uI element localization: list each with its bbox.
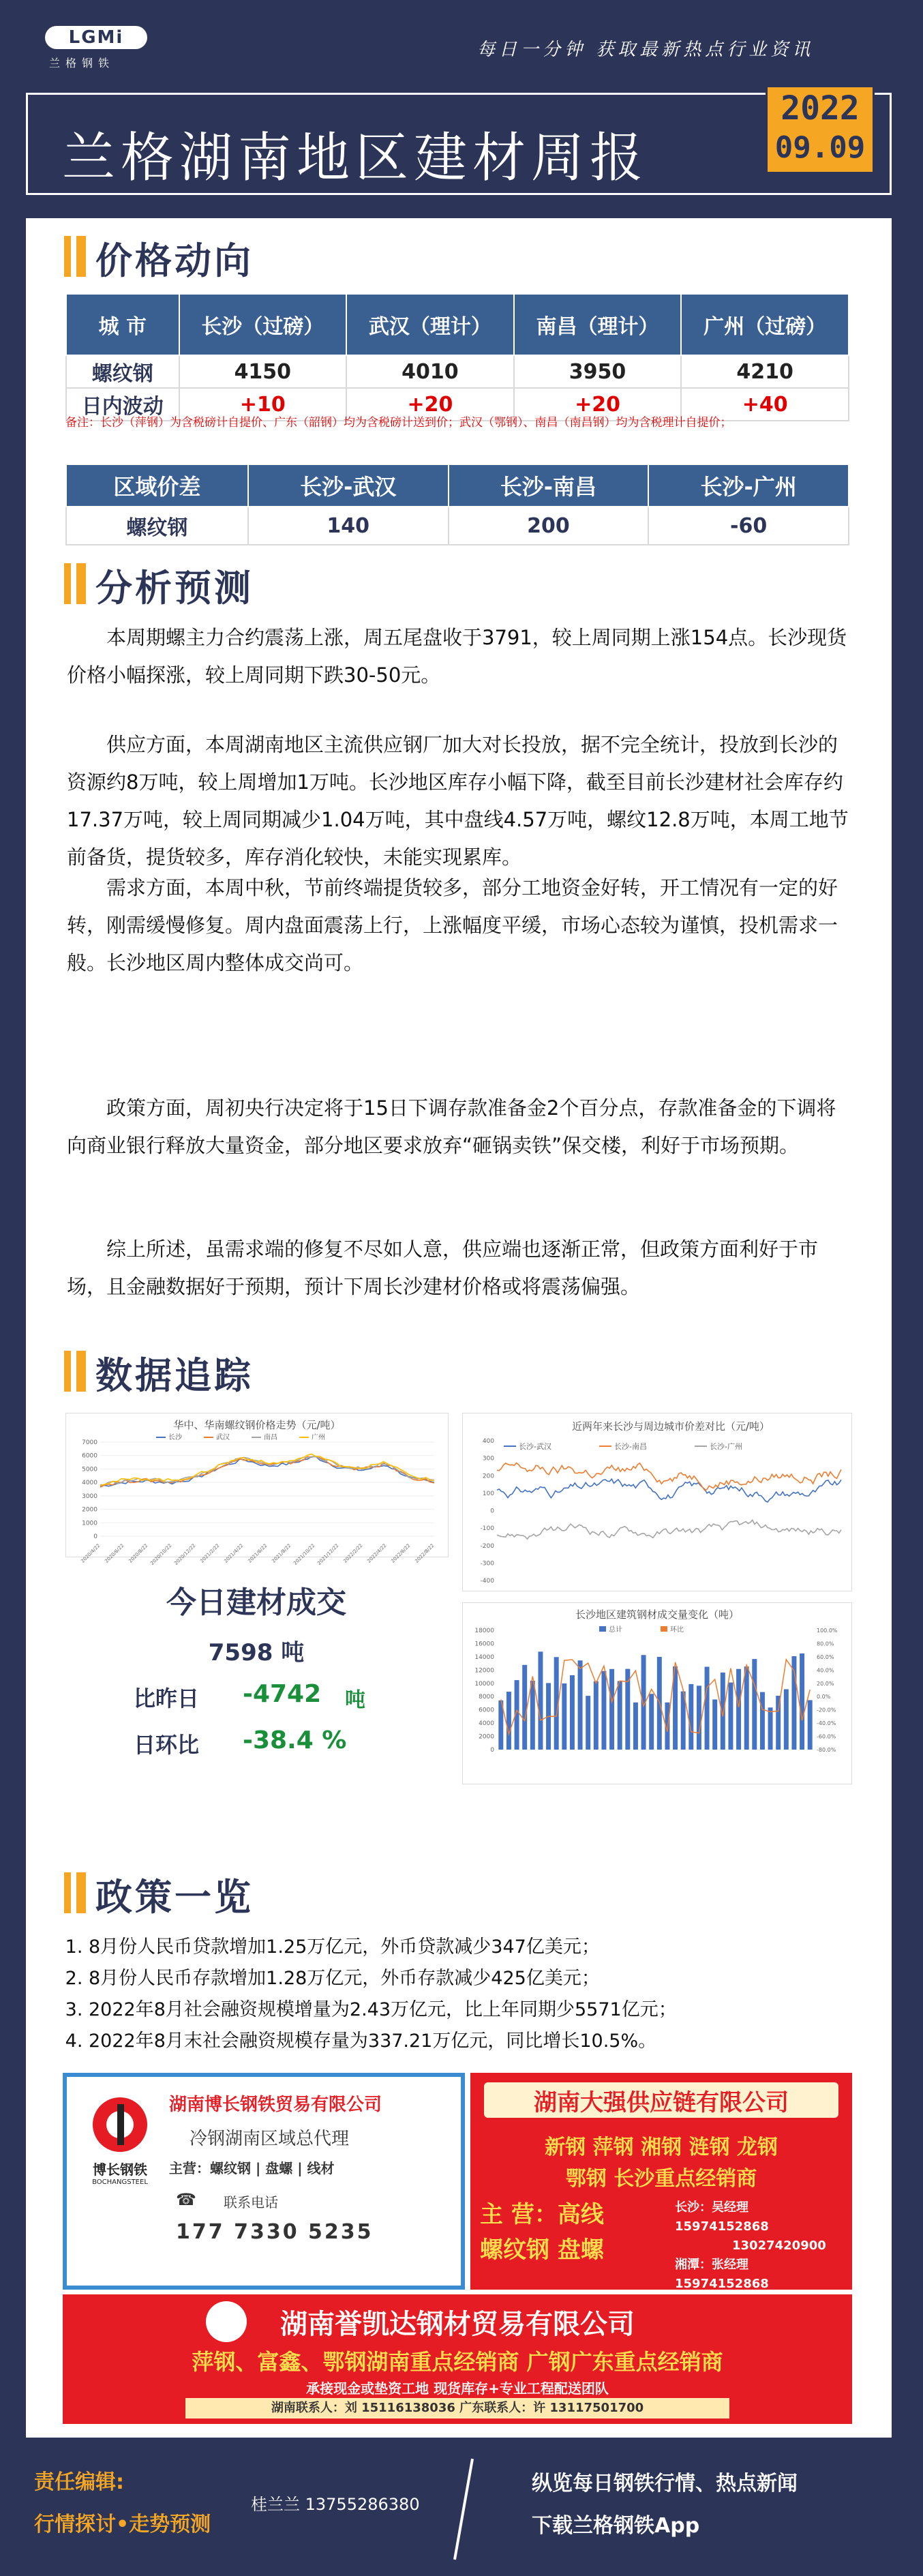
logo-mark: LGMi	[45, 26, 147, 49]
legend-label: 南昌	[264, 1434, 277, 1441]
table-row	[66, 355, 849, 388]
table-header-cell: 广州（过磅）	[681, 294, 849, 355]
y2-tick-label: -40.0%	[817, 1720, 836, 1727]
legend-label: 广州	[312, 1434, 325, 1441]
list-item: 1. 8月份人民币贷款增加1.25万亿元，外币贷款减少347亿美元；	[89, 1932, 845, 1963]
legend-swatch	[661, 1626, 667, 1632]
list-item: 4. 2022年8月末社会融资规模存量为337.21万亿元，同比增长10.5%。	[89, 2026, 845, 2057]
volume-bar	[538, 1651, 543, 1750]
ratio-value: -38.4 %	[243, 1726, 347, 1754]
volume-bar	[609, 1669, 614, 1750]
editor-name: 桂兰兰 13755286380	[251, 2495, 420, 2514]
table-header-cell: 武汉（理计）	[346, 294, 514, 355]
y2-tick-label: 0.0%	[817, 1694, 831, 1701]
table-cell: 3950	[514, 355, 682, 388]
y-tick-label: 10000	[474, 1680, 494, 1688]
y-tick-label: 0	[490, 1747, 494, 1754]
title-box	[26, 89, 892, 195]
table-cell: 200	[449, 507, 649, 545]
chart-title: 近两年来长沙与周边城市价差对比（元/吨）	[572, 1420, 770, 1433]
volume-bar	[760, 1692, 765, 1750]
price-trend-chart	[65, 1413, 449, 1566]
ad2-main2: 螺纹钢 盘螺	[480, 2236, 604, 2264]
volume-bar	[530, 1681, 535, 1750]
ad3-line2: 承接现金或垫资工地 现货库存+专业工程配送团队	[306, 2380, 609, 2397]
volume-bar	[633, 1703, 638, 1750]
y-tick-label: 2000	[82, 1506, 97, 1514]
price-trend-chart-svg	[66, 1413, 448, 1566]
date-badge	[766, 85, 875, 174]
legend-label: 长沙	[168, 1434, 182, 1441]
row-label: 日内波动	[66, 388, 179, 421]
x-tick-label: 2022/2/22	[342, 1542, 364, 1564]
table-header-cell: 长沙-武汉	[248, 464, 449, 507]
contact-row: 湘潭：张经理 15974152868	[675, 2258, 769, 2291]
volume-bar	[578, 1660, 583, 1750]
analysis-paragraph: 需求方面，本周中秋，节前终端提货较多，部分工地资金好转，开工情况有一定的好转，刚需缓慢修复。周内盘面震荡上行，上涨幅度平缓，市场心态较为谨慎，投机需求一般。长沙地区周内整体成交尚可。	[67, 876, 838, 974]
date-year: 2022	[781, 89, 860, 128]
y-tick-label: 5000	[82, 1466, 97, 1473]
volume-bar	[601, 1671, 606, 1750]
volume-bar	[736, 1669, 741, 1750]
trade-title: 今日建材成交	[166, 1585, 346, 1620]
x-tick-label: 2020/4/22	[80, 1542, 102, 1564]
price-diff-table	[65, 464, 849, 545]
y-tick-label: 1000	[82, 1520, 97, 1527]
policy-list	[61, 1932, 845, 2057]
logo	[41, 19, 157, 74]
y-tick-label: 4000	[82, 1480, 97, 1487]
volume-bar	[744, 1666, 749, 1750]
volume-bar	[618, 1681, 622, 1750]
y-tick-label: 400	[482, 1438, 494, 1445]
ad3-contact: 湖南联系人：刘 15116138036 广东联系人：许 13117501700	[185, 2398, 729, 2418]
y-tick-label: 2000	[479, 1733, 494, 1741]
y-tick-label: 8000	[479, 1694, 494, 1701]
volume-bar	[808, 1700, 813, 1750]
table-cell: +40	[681, 388, 849, 421]
bochang-logo-icon	[93, 2097, 147, 2152]
divider	[453, 2459, 474, 2560]
series-line	[497, 1463, 841, 1491]
y2-tick-label: 60.0%	[817, 1653, 834, 1660]
trade-volume-card	[65, 1567, 447, 1771]
ad2-main1: 主 营：高线	[480, 2201, 604, 2228]
table-row	[66, 507, 849, 545]
volume-bar	[506, 1692, 511, 1750]
x-tick-label: 2020/6/22	[104, 1542, 125, 1564]
section-title: 价格动向	[95, 239, 254, 282]
vs-yesterday-value: -4742	[243, 1680, 322, 1708]
y2-tick-label: -20.0%	[817, 1707, 836, 1713]
volume-bar	[776, 1696, 781, 1750]
analysis-paragraph: 综上所述，虽需求端的修复不尽如人意，供应端也逐渐正常，但政策方面利好于市场，且金融数据好于预期，预计下周长沙建材价格或将震荡偏强。	[67, 1238, 819, 1298]
y-tick-label: 0	[490, 1508, 494, 1515]
vs-yesterday-label: 比昨日	[134, 1686, 200, 1711]
slogan: 每日一分钟 获取最新热点行业资讯	[477, 40, 815, 60]
legend-label: 环比	[670, 1626, 684, 1634]
y2-tick-label: -80.0%	[817, 1747, 836, 1753]
footer-line1: 纵览每日钢铁行情、热点新闻	[532, 2472, 798, 2496]
volume-bar	[800, 1653, 804, 1750]
ad2-brands2: 鄂钢 长沙重点经销商	[565, 2167, 757, 2191]
y-tick-label: 3000	[82, 1493, 97, 1500]
y-tick-label: 100	[482, 1490, 494, 1497]
analysis-paragraph: 本周期螺主力合约震荡上涨，周五尾盘收于3791，较上周同期上涨154点。长沙现货价格小幅探涨，较上周同期下跌30-50元。	[67, 626, 847, 687]
price-diff-chart-svg	[463, 1413, 851, 1591]
x-tick-label: 2021/12/22	[316, 1542, 340, 1566]
y-tick-label: 18000	[474, 1628, 494, 1634]
list-item: 2. 8月份人民币存款增加1.28万亿元，外币存款减少425亿美元；	[89, 1963, 845, 1994]
trade-volume: 7598 吨	[208, 1639, 305, 1666]
y2-tick-label: 80.0%	[817, 1641, 834, 1647]
table-cell: 4150	[179, 355, 347, 388]
table-header-cell: 南昌（理计）	[514, 294, 682, 355]
y-tick-label: 6000	[479, 1707, 494, 1714]
section-title: 分析预测	[95, 567, 254, 610]
legend-label: 长沙-广州	[710, 1442, 742, 1451]
y-tick-label: 6000	[82, 1452, 97, 1460]
date-day: 09.09	[774, 130, 866, 165]
section-title: 政策一览	[95, 1876, 254, 1919]
ad1-company: 湖南博长钢铁贸易有限公司	[169, 2095, 382, 2115]
volume-bar	[689, 1684, 693, 1750]
volume-bar	[768, 1707, 773, 1750]
editor-label: 责任编辑:	[34, 2470, 124, 2494]
table-header-cell: 长沙-南昌	[449, 464, 649, 507]
price-diff-chart	[462, 1413, 852, 1591]
editor-sub: 行情探讨•走势预测	[34, 2513, 211, 2536]
ratio-label: 日环比	[134, 1732, 200, 1758]
series-line	[497, 1479, 841, 1502]
bochang-logo-en: BOCHANGSTEEL	[92, 2178, 148, 2186]
table-cell: +20	[514, 388, 682, 421]
y-tick-label: 200	[482, 1473, 494, 1480]
price-note: 备注：长沙（萍钢）为含税磅计自提价、广东（韶钢）均为含税磅计送到价；武汉（鄂钢）、南昌（南昌钢）均为含税理计自提价；	[65, 416, 732, 430]
price-table	[65, 293, 849, 421]
section-title: 数据追踪	[95, 1354, 254, 1397]
y2-tick-label: 100.0%	[817, 1628, 838, 1634]
table-header-cell: 城 市	[66, 294, 179, 355]
bochang-logo-name: 博长钢铁	[93, 2161, 147, 2178]
ad-bochang[interactable]	[63, 2073, 465, 2290]
ad-daqiang[interactable]	[470, 2073, 852, 2290]
ad1-subtitle: 冷钢湖南区域总代理	[190, 2129, 350, 2149]
y-tick-label: 14000	[474, 1653, 494, 1661]
volume-bar	[522, 1665, 527, 1750]
ad2-company: 湖南大强供应链有限公司	[534, 2089, 789, 2116]
volume-chart	[462, 1602, 852, 1784]
chart-title: 华中、华南螺纹钢价格走势（元/吨）	[173, 1419, 341, 1431]
volume-chart-svg	[463, 1603, 851, 1784]
ad1-phone: 177 7330 5235	[176, 2220, 374, 2244]
volume-bar	[649, 1694, 654, 1750]
bochang-logo	[79, 2097, 161, 2193]
legend-swatch	[599, 1626, 606, 1632]
table-cell: +10	[179, 388, 347, 421]
volume-bar	[586, 1696, 590, 1750]
row-label: 螺纹钢	[66, 355, 179, 388]
table-cell: 4010	[346, 355, 514, 388]
phone-icon: ☎	[176, 2190, 196, 2209]
volume-bar	[594, 1681, 599, 1750]
footer-line2: 下载兰格钢铁App	[532, 2514, 700, 2538]
ad1-main: 主营：螺纹钢 | 盘螺 | 线材	[169, 2160, 335, 2176]
table-header-cell: 区域价差	[66, 464, 248, 507]
analysis-paragraph: 供应方面，本周湖南地区主流供应钢厂加大对长投放，据不完全统计，投放到长沙的资源约8万吨，较上周增加1万吨。长沙地区库存小幅下降，截至目前长沙建材社会库存约17.37万吨，较上周同期减少1.04万吨，其中盘线4.57万吨，螺纹12.8万吨，本周工地节前备货，提货较多，库存消化较快，未能实现累库。	[67, 733, 849, 869]
volume-bar	[705, 1667, 710, 1750]
analysis-paragraph: 政策方面，周初央行决定将于15日下调存款准备金2个百分点，存款准备金的下调将向商业银行释放大量资金，部分地区要求放弃“砸锅卖铁”保交楼，利好于市场预期。	[67, 1096, 836, 1157]
y-tick-label: 4000	[479, 1720, 494, 1728]
legend-label: 长沙-武汉	[519, 1442, 551, 1451]
volume-bar	[562, 1683, 566, 1750]
diff-table-header	[66, 464, 849, 507]
series-line	[497, 1520, 841, 1539]
price-table-header	[66, 294, 849, 355]
x-tick-label: 2021/6/22	[247, 1542, 269, 1564]
ad1-phone-label: 联系电话	[224, 2194, 278, 2211]
x-tick-label: 2020/8/22	[127, 1542, 149, 1564]
y2-tick-label: 20.0%	[817, 1680, 834, 1687]
legend-label: 武汉	[216, 1434, 230, 1441]
x-tick-label: 2022/4/22	[366, 1542, 388, 1564]
x-tick-label: 2021/2/22	[199, 1542, 221, 1564]
vs-yesterday-unit: 吨	[345, 1688, 365, 1712]
table-header-cell: 长沙-广州	[648, 464, 849, 507]
y-tick-label: 16000	[474, 1641, 494, 1648]
page-title: 兰格湖南地区建材周报	[62, 128, 649, 189]
footer	[0, 2444, 923, 2576]
volume-bar	[697, 1686, 701, 1750]
row-label: 螺纹钢	[66, 507, 248, 545]
table-cell: 140	[248, 507, 449, 545]
ad3-line1: 萍钢、富鑫、鄂钢湖南重点经销商 广钢广东重点经销商	[192, 2349, 723, 2375]
volume-bar	[570, 1675, 575, 1750]
legend-label: 总计	[609, 1626, 622, 1634]
table-cell: +20	[346, 388, 514, 421]
x-tick-label: 2022/8/22	[414, 1542, 436, 1564]
y-tick-label: 0	[93, 1533, 97, 1540]
y-tick-label: -400	[480, 1578, 494, 1585]
y-tick-label: 12000	[474, 1667, 494, 1675]
y2-tick-label: 40.0%	[817, 1667, 834, 1674]
list-item: 3. 2022年8月社会融资规模增量为2.43万亿元，比上年同期少5571亿元；	[89, 1994, 845, 2026]
table-header-cell: 长沙（过磅）	[179, 294, 347, 355]
y-tick-label: -100	[480, 1525, 494, 1533]
y-tick-label: -200	[480, 1542, 494, 1550]
ad2-brands1: 新钢 萍钢 湘钢 涟钢 龙钢	[545, 2136, 778, 2159]
table-cell: 4210	[681, 355, 849, 388]
volume-bar	[752, 1659, 757, 1750]
ad-yukaida[interactable]	[63, 2294, 852, 2424]
x-tick-label: 2022/6/22	[390, 1542, 412, 1564]
logo-name: 兰格钢铁	[49, 57, 115, 70]
legend-label: 长沙-南昌	[614, 1442, 647, 1451]
x-tick-label: 2020/10/22	[149, 1542, 173, 1566]
x-tick-label: 2021/8/22	[271, 1542, 292, 1564]
chart-title: 长沙地区建筑钢材成交量变化（吨）	[575, 1608, 740, 1621]
y-tick-label: -300	[480, 1560, 494, 1568]
x-tick-label: 2021/10/22	[292, 1542, 316, 1566]
volume-bar	[784, 1689, 789, 1750]
volume-bar	[728, 1683, 733, 1750]
x-tick-label: 2020/12/22	[173, 1542, 197, 1566]
x-tick-label: 2021/4/22	[223, 1542, 245, 1564]
contact-row: 长沙：吴经理 15974152868	[675, 2200, 769, 2234]
table-cell: -60	[648, 507, 849, 545]
y-tick-label: 7000	[82, 1439, 97, 1446]
volume-bar	[712, 1699, 717, 1750]
y2-tick-label: -60.0%	[817, 1733, 836, 1740]
y-tick-label: 300	[482, 1455, 494, 1463]
contact-row: 13027420900	[732, 2238, 826, 2253]
ad3-company: 湖南誉凯达钢材贸易有限公司	[280, 2309, 635, 2340]
